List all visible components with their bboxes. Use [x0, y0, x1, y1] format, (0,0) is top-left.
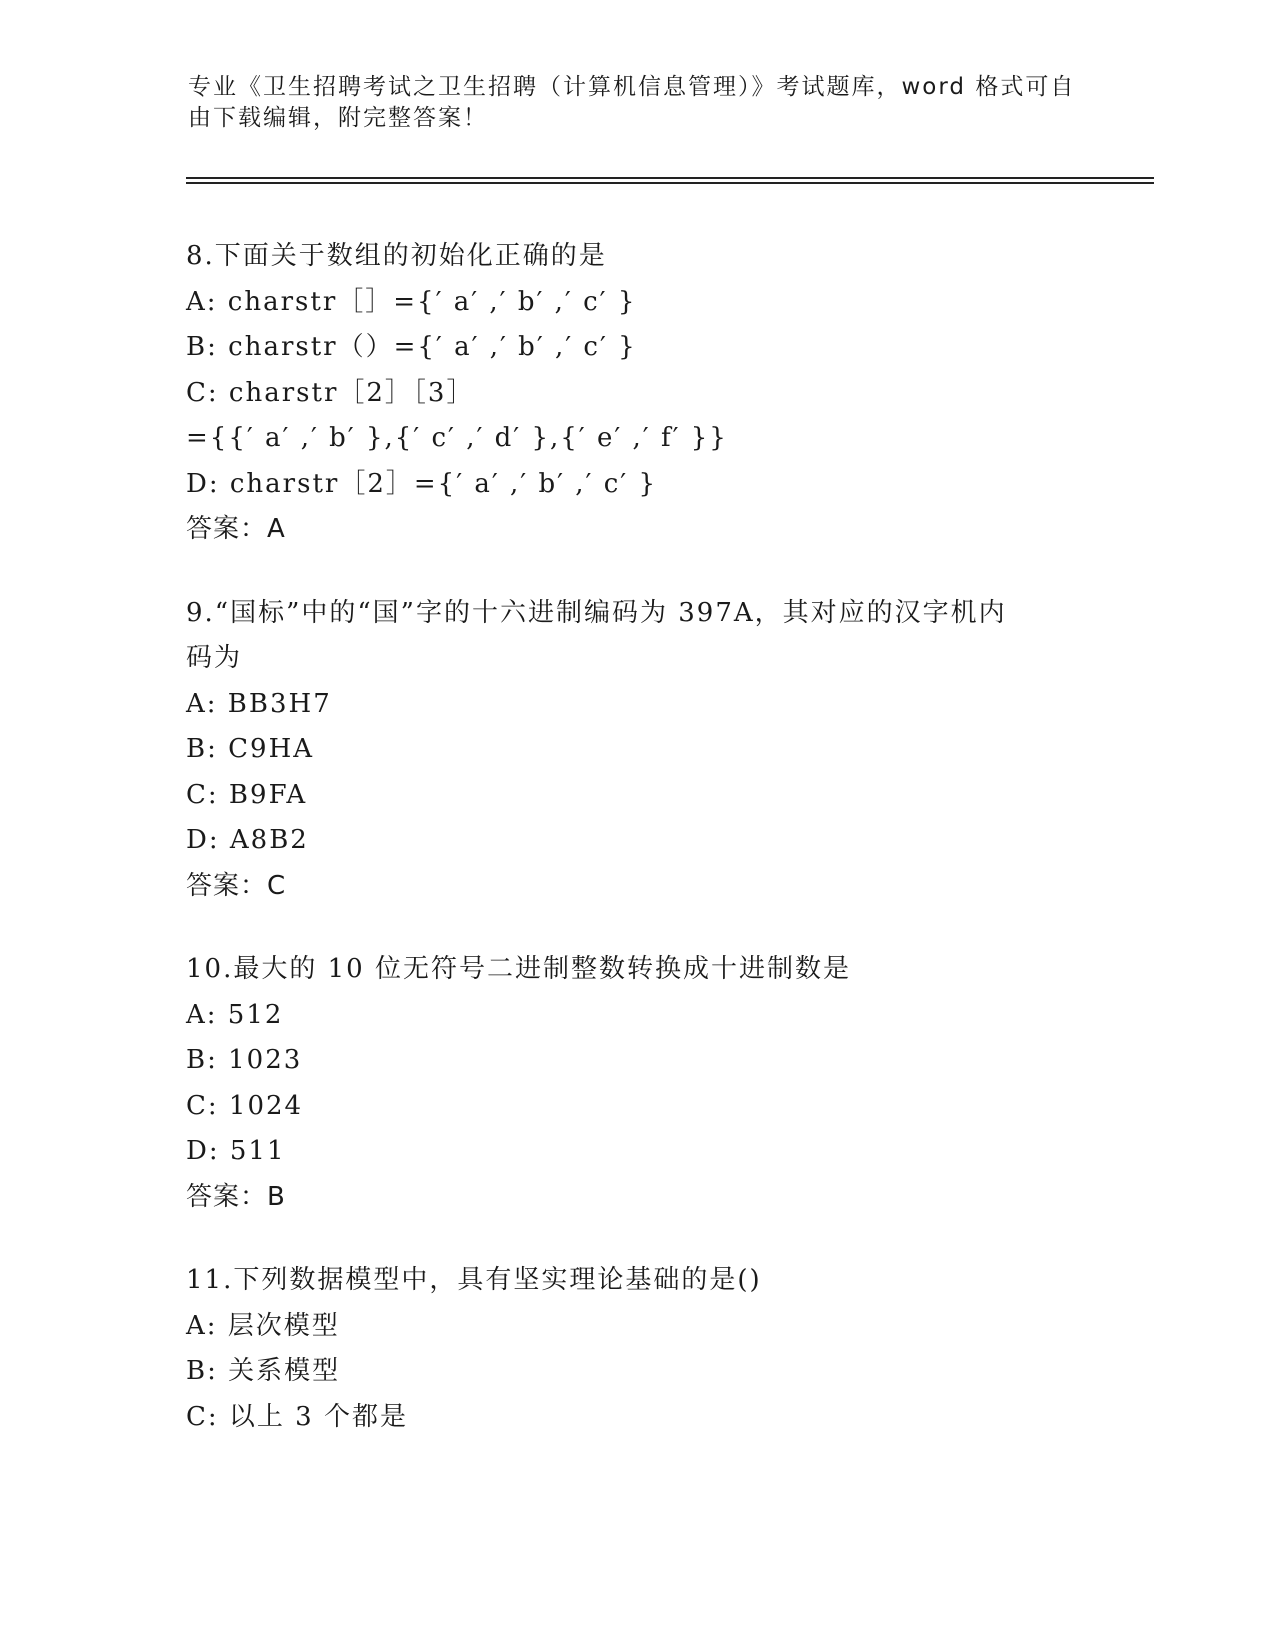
question-9-option-b: B: C9HA — [186, 734, 315, 764]
question-10-answer: 答案：B — [186, 1181, 286, 1212]
question-8-option-a: A: charstr［］={′ a′ ,′ b′ ,′ c′ } — [186, 286, 637, 317]
question-9-option-a: A: BB3H7 — [186, 688, 332, 719]
question-10 — [186, 947, 1086, 1220]
question-11-option-a: A: 层次模型 — [186, 1310, 340, 1341]
header-line-1: 专业《卫生招聘考试之卫生招聘（计算机信息管理）》考试题库，word 格式可自 — [188, 74, 1076, 100]
header-divider-bottom — [186, 182, 1154, 184]
question-9-option-c: C: B9FA — [186, 779, 308, 810]
question-9-stem: 9.“国标”中的“国”字的十六进制编码为 397A，其对应的汉字机内 — [186, 597, 1007, 628]
question-10-option-c: C: 1024 — [186, 1090, 304, 1121]
question-10-option-b: B: 1023 — [186, 1045, 303, 1075]
question-8-stem: 8.下面关于数组的初始化正确的是 — [186, 241, 607, 271]
question-10-stem: 10.最大的 10 位无符号二进制整数转换成十进制数是 — [186, 954, 851, 984]
question-11-option-b: B: 关系模型 — [186, 1356, 341, 1386]
question-8-option-c: C: charstr［2］［3］ — [186, 377, 475, 408]
question-9-stem-continued: 码为 — [186, 643, 243, 673]
header-line-2: 由下载编辑，附完整答案！ — [188, 105, 488, 131]
question-list — [186, 234, 1086, 1478]
question-8 — [186, 234, 1086, 553]
document-header — [188, 72, 1076, 134]
question-11-stem: 11.下列数据模型中，具有坚实理论基础的是() — [186, 1265, 762, 1295]
question-9-option-d: D: A8B2 — [186, 825, 309, 855]
question-9-answer: 答案：C — [186, 870, 287, 901]
question-11-option-c: C: 以上 3 个都是 — [186, 1401, 408, 1432]
question-9 — [186, 591, 1086, 910]
question-8-answer: 答案：A — [186, 514, 286, 544]
question-8-option-d: D: charstr［2］={′ a′ ,′ b′ ,′ c′ } — [186, 468, 657, 499]
header-divider-top — [186, 177, 1154, 179]
question-8-option-c-continued: ={{′ a′ ,′ b′ },{′ c′ ,′ d′ },{′ e′ ,′ f′ }} — [186, 423, 728, 453]
question-8-option-b: B: charstr（）={′ a′ ,′ b′ ,′ c′ } — [186, 332, 637, 362]
question-10-option-a: A: 512 — [186, 999, 284, 1030]
question-10-option-d: D: 511 — [186, 1136, 286, 1166]
question-11 — [186, 1258, 1086, 1440]
